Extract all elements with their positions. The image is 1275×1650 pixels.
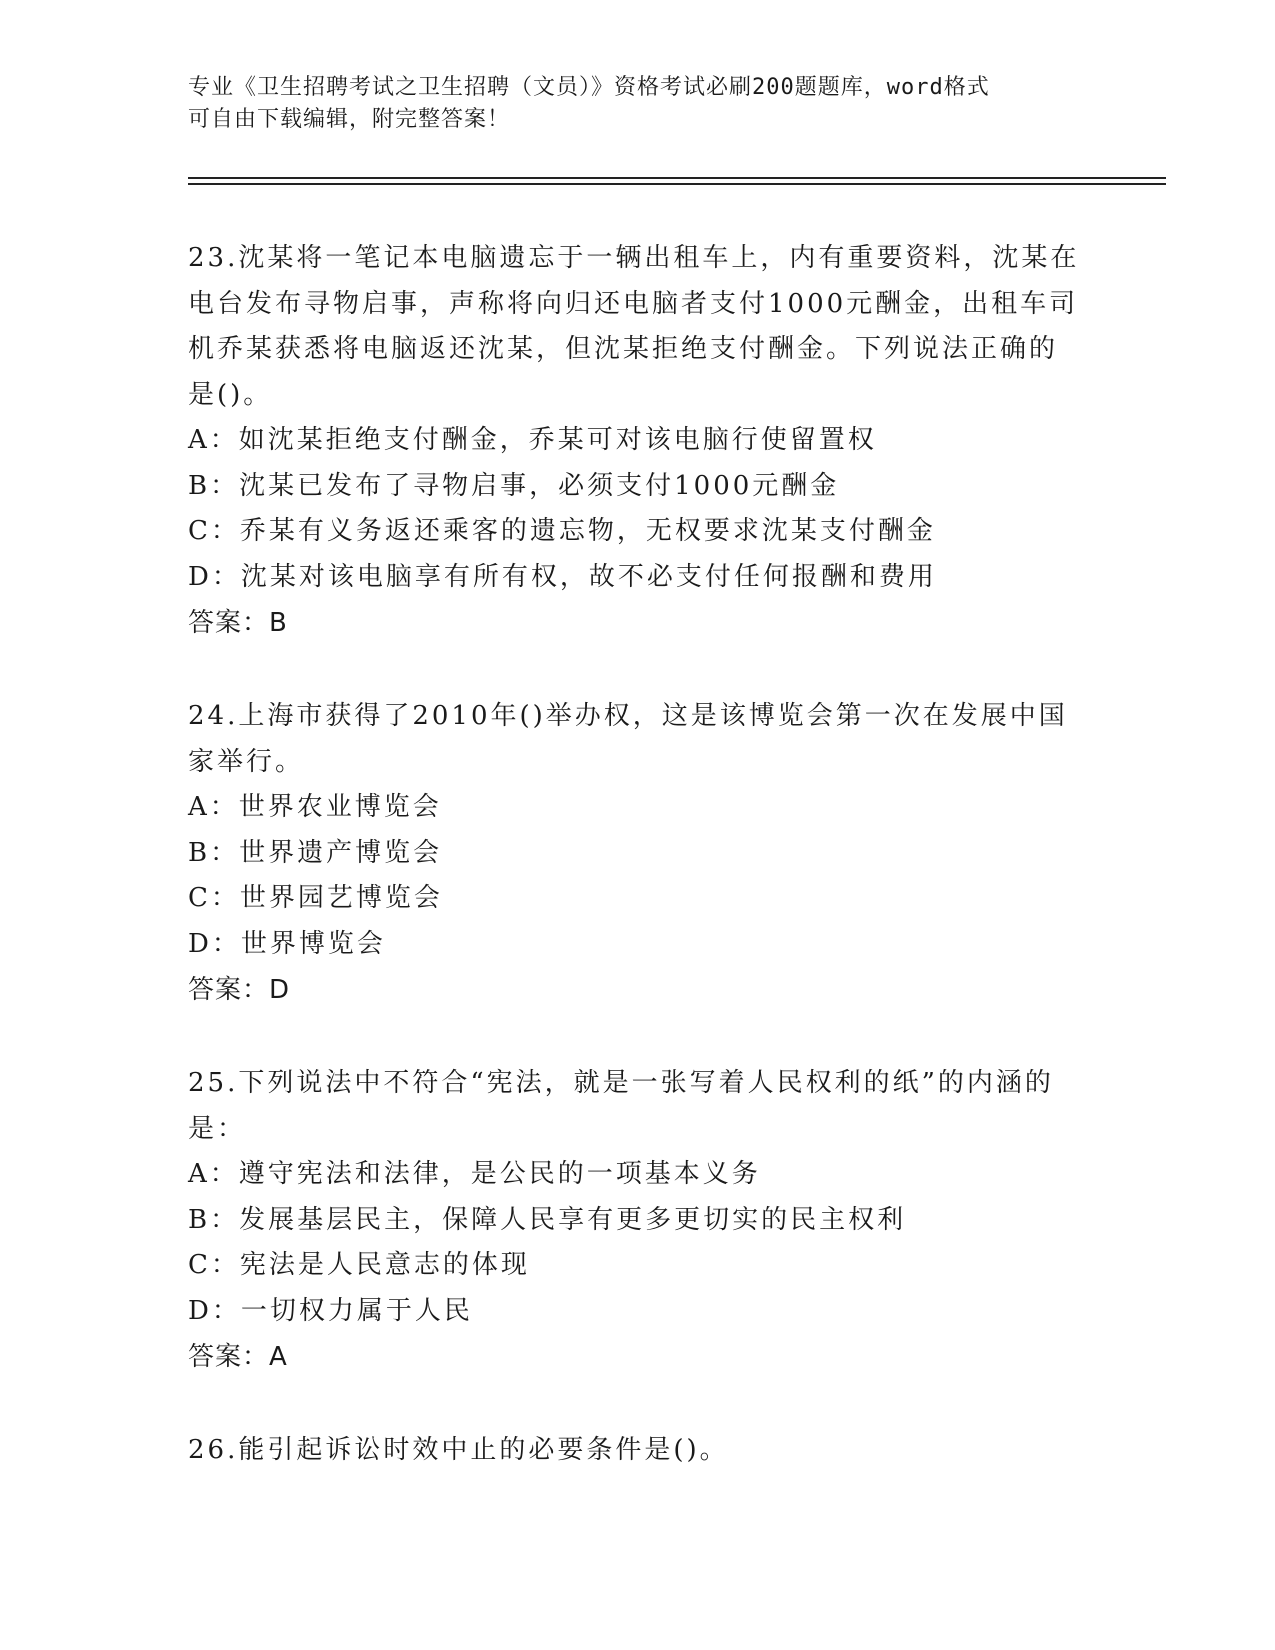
question-line: 24.上海市获得了2010年()举办权，这是该博览会第一次在发展中国 (188, 701, 1068, 731)
header-line-2: 可自由下载编辑，附完整答案！ (188, 107, 511, 132)
option-b: B：沈某已发布了寻物启事，必须支付1000元酬金 (188, 470, 840, 501)
option-d: D：沈某对该电脑享有所有权，故不必支付任何报酬和费用 (188, 561, 937, 592)
question-line: 电台发布寻物启事，声称将向归还电脑者支付1000元酬金，出租车司 (188, 288, 1079, 319)
question-text (188, 236, 1088, 418)
header-line-1: 专业《卫生招聘考试之卫生招聘（文员）》资格考试必刷200题题库，word格式 (188, 75, 990, 100)
question-24 (188, 694, 1088, 1013)
question-line: 是()。 (188, 379, 273, 410)
header-divider-top (188, 177, 1166, 179)
option-d: D：一切权力属于人民 (188, 1295, 473, 1326)
answer: 答案：A (188, 1342, 288, 1372)
question-text (188, 1428, 1088, 1474)
option-c: C：世界园艺博览会 (188, 883, 443, 913)
question-23 (188, 236, 1088, 646)
question-line: 26.能引起诉讼时效中止的必要条件是()。 (188, 1435, 729, 1465)
question-26 (188, 1428, 1088, 1474)
option-b: B：世界遗产博览会 (188, 837, 443, 868)
question-list (188, 236, 1088, 1522)
question-line: 机乔某获悉将电脑返还沈某，但沈某拒绝支付酬金。下列说法正确的 (188, 334, 1059, 364)
question-line: 家举行。 (188, 746, 305, 777)
question-text (188, 1061, 1088, 1152)
question-25 (188, 1061, 1088, 1380)
option-a: A：世界农业博览会 (188, 792, 442, 822)
option-a: A：如沈某拒绝支付酬金，乔某可对该电脑行使留置权 (188, 425, 877, 455)
option-c: C：宪法是人民意志的体现 (188, 1250, 530, 1280)
answer: 答案：D (188, 975, 291, 1005)
option-d: D：世界博览会 (188, 928, 386, 959)
question-line: 25.下列说法中不符合“宪法，就是一张写着人民权利的纸”的内涵的 (188, 1068, 1054, 1098)
question-line: 是： (188, 1113, 247, 1144)
document-header (188, 72, 1088, 136)
header-divider-bottom (188, 183, 1166, 185)
option-a: A：遵守宪法和法律，是公民的一项基本义务 (188, 1159, 761, 1189)
option-b: B：发展基层民主，保障人民享有更多更切实的民主权利 (188, 1204, 907, 1235)
question-text (188, 694, 1088, 785)
answer: 答案：B (188, 608, 288, 638)
question-line: 23.沈某将一笔记本电脑遗忘于一辆出租车上，内有重要资料，沈某在 (188, 243, 1080, 273)
option-c: C：乔某有义务返还乘客的遗忘物，无权要求沈某支付酬金 (188, 516, 936, 546)
